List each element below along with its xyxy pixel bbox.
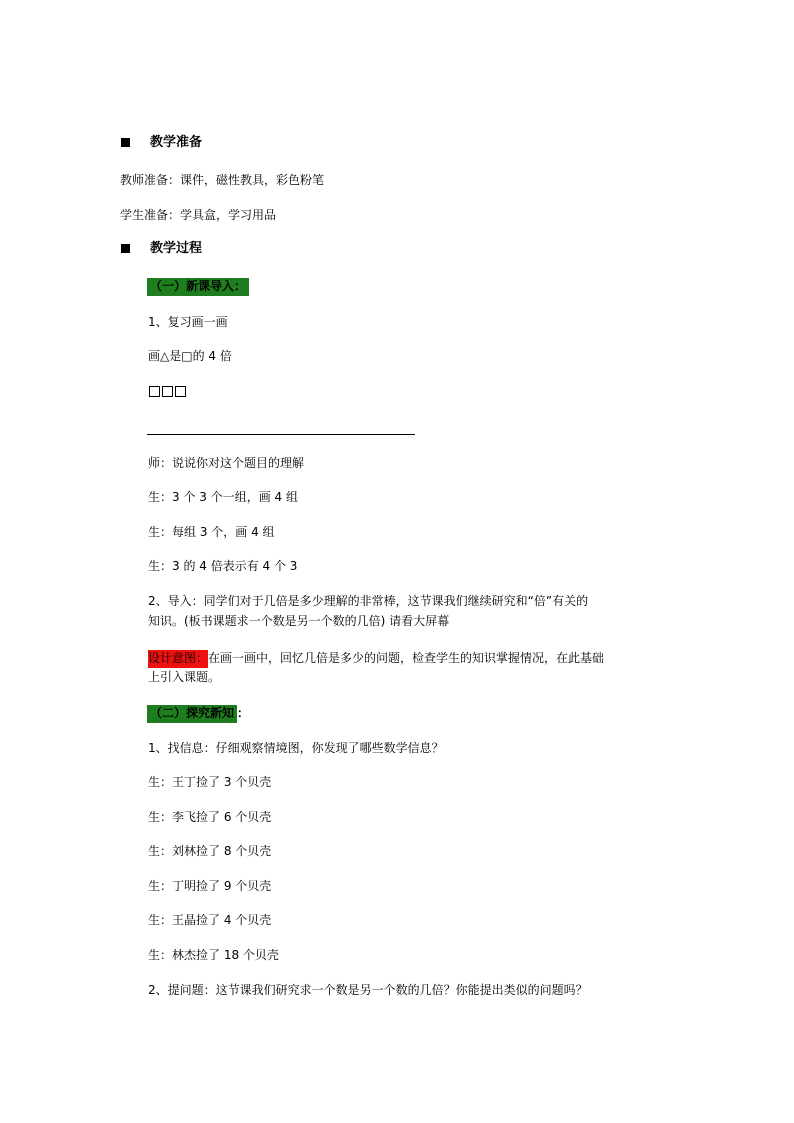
shell-answer-2: 生：李飞捡了 6 个贝壳 [148,810,272,824]
bullet-square-icon [121,244,130,253]
section-heading-prep: 教学准备 [150,135,203,150]
draw-prompt: 画△是□的 4 倍 [148,349,232,363]
part1-item1: 1、复习画一画 [148,315,228,329]
part2-title: （二）探究新知 [147,705,237,723]
student-answer-1: 生：3 个 3 个一组，画 4 组 [148,490,298,504]
part2-item2: 2、提问题：这节课我们研究求一个数是另一个数的几倍？你能提出类似的问题吗？ [148,983,588,997]
teacher-prep-text: 教师准备：课件，磁性教具，彩色粉笔 [120,173,325,187]
shell-answer-6: 生：林杰捡了 18 个贝壳 [148,948,279,962]
design-intent-text: 在画一画中，回忆几倍是多少的问题，检查学生的知识掌握情况，在此基础 [208,651,605,665]
design-intent-label: 设计意图： [148,650,208,668]
square-shape [162,386,173,397]
part1-item2-line1: 2、导入：同学们对于几倍是多少理解的非常棒，这节课我们继续研究和“倍”有关的 [148,594,589,608]
part1-title: （一）新课导入： [147,278,249,296]
shell-answer-5: 生：王晶捡了 4 个贝壳 [148,913,272,927]
part1-item2-line2: 知识。(板书课题求一个数是另一个数的几倍) 请看大屏幕 [148,614,450,628]
bullet-square-icon [121,138,130,147]
student-prep-text: 学生准备：学具盒，学习用品 [120,208,277,222]
section-heading-process: 教学过程 [150,241,203,256]
student-answer-3: 生：3 的 4 倍表示有 4 个 3 [148,559,298,573]
teacher-question: 师：说说你对这个题目的理解 [148,456,305,470]
shell-answer-4: 生：丁明捡了 9 个贝壳 [148,879,272,893]
answer-line-divider [147,434,415,435]
part2-title-wrap [147,706,249,720]
part1-title-wrap [147,279,249,293]
three-squares [149,386,188,400]
shell-answer-1: 生：王丁捡了 3 个贝壳 [148,775,272,789]
square-shape [149,386,160,397]
square-shape [175,386,186,397]
student-answer-2: 生：每组 3 个，画 4 组 [148,525,275,539]
design-intent-line1 [148,651,604,665]
shell-answer-3: 生：刘林捡了 8 个贝壳 [148,844,272,858]
design-intent-line2: 上引入课题。 [148,670,221,684]
part2-item1: 1、找信息：仔细观察情境图，你发现了哪些数学信息？ [148,741,444,755]
part2-title-suffix: ： [237,706,250,720]
